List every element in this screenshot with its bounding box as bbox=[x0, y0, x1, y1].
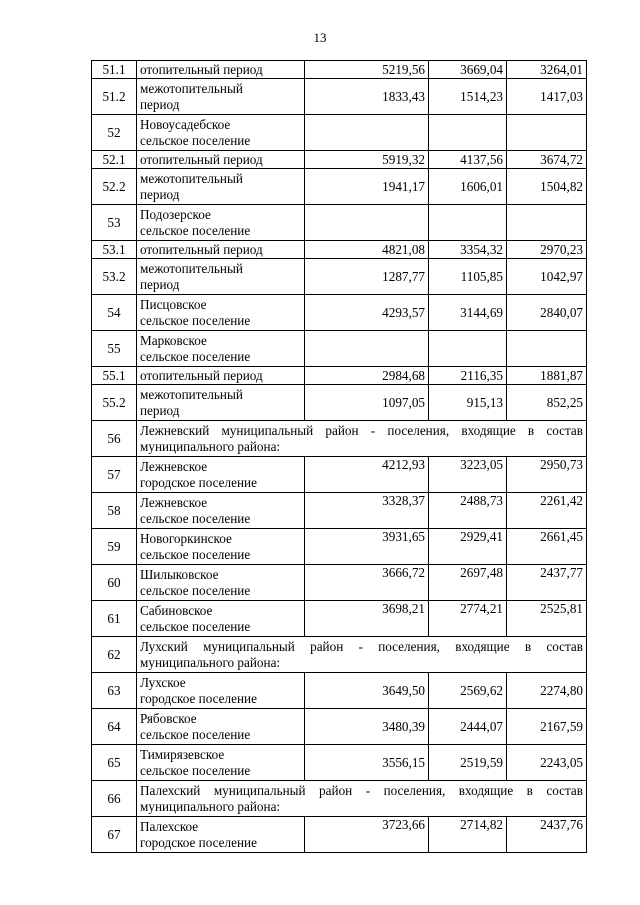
value-cell-v3 bbox=[507, 331, 587, 367]
value-cell-v1 bbox=[305, 115, 429, 151]
settlement-name-line: Марковское bbox=[140, 332, 207, 348]
settlement-name bbox=[137, 493, 305, 529]
value-cell-v2: 1514,23 bbox=[429, 79, 507, 115]
row-number: 55 bbox=[92, 331, 137, 367]
value-cell-v3: 2261,42 bbox=[507, 493, 587, 529]
settlement-name-line: Подозерское bbox=[140, 206, 211, 222]
settlement-name bbox=[137, 61, 305, 79]
value-cell-v2: 2116,35 bbox=[429, 367, 507, 385]
row-number: 59 bbox=[92, 529, 137, 565]
value-cell-v3: 852,25 bbox=[507, 385, 587, 421]
value-cell-v1 bbox=[305, 331, 429, 367]
settlement-name-line: сельское поселение bbox=[140, 312, 251, 328]
value-cell-v1: 3328,37 bbox=[305, 493, 429, 529]
settlement-name bbox=[137, 205, 305, 241]
section-heading: Лухский муниципальный район - поселения, входящие в состав муниципального района: bbox=[137, 637, 587, 673]
value-cell-v1: 1287,77 bbox=[305, 259, 429, 295]
section-heading: Лежневский муниципальный район - поселения, входящие в состав муниципального района: bbox=[137, 421, 587, 457]
settlement-name-line: сельское поселение bbox=[140, 762, 251, 778]
value-cell-v3: 2243,05 bbox=[507, 745, 587, 781]
value-cell-v3 bbox=[507, 115, 587, 151]
settlement-name-line: межотопительный bbox=[140, 260, 243, 276]
value-cell-v1: 5219,56 bbox=[305, 61, 429, 79]
settlement-name-line: период bbox=[140, 402, 180, 418]
value-cell-v1: 3556,15 bbox=[305, 745, 429, 781]
table-row bbox=[92, 817, 587, 853]
table-row bbox=[92, 331, 587, 367]
value-cell-v1: 4293,57 bbox=[305, 295, 429, 331]
settlement-name-line: Палехское bbox=[140, 818, 199, 834]
value-cell-v1: 3666,72 bbox=[305, 565, 429, 601]
table-row bbox=[92, 493, 587, 529]
value-cell-v1: 1097,05 bbox=[305, 385, 429, 421]
value-cell-v2: 2929,41 bbox=[429, 529, 507, 565]
settlement-name-line: городское поселение bbox=[140, 474, 257, 490]
value-cell-v1: 3698,21 bbox=[305, 601, 429, 637]
value-cell-v2: 2488,73 bbox=[429, 493, 507, 529]
settlement-name-line: Тимирязевское bbox=[140, 746, 225, 762]
table-row bbox=[92, 115, 587, 151]
table-row bbox=[92, 673, 587, 709]
value-cell-v2 bbox=[429, 331, 507, 367]
value-cell-v2: 3144,69 bbox=[429, 295, 507, 331]
value-cell-v3: 1504,82 bbox=[507, 169, 587, 205]
settlement-name-line: межотопительный bbox=[140, 386, 243, 402]
tariff-table bbox=[91, 60, 587, 853]
settlement-name-line: сельское поселение bbox=[140, 222, 251, 238]
settlement-name-line: сельское поселение bbox=[140, 618, 251, 634]
settlement-name-line: период bbox=[140, 96, 180, 112]
section-row bbox=[92, 781, 587, 817]
value-cell-v3: 2437,77 bbox=[507, 565, 587, 601]
settlement-name-line: Сабиновское bbox=[140, 602, 213, 618]
settlement-name-line: Лежневское bbox=[140, 458, 208, 474]
settlement-name-line: Новогоркинское bbox=[140, 530, 232, 546]
settlement-name bbox=[137, 259, 305, 295]
value-cell-v1: 2984,68 bbox=[305, 367, 429, 385]
settlement-name bbox=[137, 817, 305, 853]
table-row bbox=[92, 295, 587, 331]
table-row bbox=[92, 601, 587, 637]
value-cell-v2: 4137,56 bbox=[429, 151, 507, 169]
table-row bbox=[92, 457, 587, 493]
row-number: 55.1 bbox=[92, 367, 137, 385]
row-number: 51.1 bbox=[92, 61, 137, 79]
settlement-name-line: отопительный период bbox=[140, 241, 263, 257]
value-cell-v3: 2437,76 bbox=[507, 817, 587, 853]
value-cell-v1: 3723,66 bbox=[305, 817, 429, 853]
row-number: 62 bbox=[92, 637, 137, 673]
settlement-name-line: Лухское bbox=[140, 674, 186, 690]
settlement-name-line: период bbox=[140, 276, 180, 292]
value-cell-v3: 2167,59 bbox=[507, 709, 587, 745]
settlement-name bbox=[137, 745, 305, 781]
settlement-name bbox=[137, 529, 305, 565]
value-cell-v3 bbox=[507, 205, 587, 241]
section-heading: Палехский муниципальный район - поселения, входящие в состав муниципального района: bbox=[137, 781, 587, 817]
value-cell-v1 bbox=[305, 205, 429, 241]
settlement-name-line: сельское поселение bbox=[140, 546, 251, 562]
value-cell-v2: 2774,21 bbox=[429, 601, 507, 637]
table-row bbox=[92, 367, 587, 385]
settlement-name-line: Лежневское bbox=[140, 494, 208, 510]
table-row bbox=[92, 709, 587, 745]
settlement-name-line: городское поселение bbox=[140, 834, 257, 850]
row-number: 53.1 bbox=[92, 241, 137, 259]
value-cell-v3: 1881,87 bbox=[507, 367, 587, 385]
settlement-name bbox=[137, 115, 305, 151]
table-row bbox=[92, 205, 587, 241]
section-row bbox=[92, 421, 587, 457]
settlement-name-line: отопительный период bbox=[140, 367, 263, 383]
value-cell-v3: 2274,80 bbox=[507, 673, 587, 709]
row-number: 53 bbox=[92, 205, 137, 241]
settlement-name bbox=[137, 331, 305, 367]
table-row bbox=[92, 169, 587, 205]
table-row bbox=[92, 61, 587, 79]
value-cell-v3: 2950,73 bbox=[507, 457, 587, 493]
row-number: 52 bbox=[92, 115, 137, 151]
settlement-name-line: межотопительный bbox=[140, 170, 243, 186]
settlement-name-line: Рябовское bbox=[140, 710, 197, 726]
settlement-name bbox=[137, 79, 305, 115]
value-cell-v2: 3223,05 bbox=[429, 457, 507, 493]
settlement-name bbox=[137, 457, 305, 493]
row-number: 66 bbox=[92, 781, 137, 817]
row-number: 61 bbox=[92, 601, 137, 637]
value-cell-v3: 2840,07 bbox=[507, 295, 587, 331]
table-row bbox=[92, 385, 587, 421]
settlement-name-line: отопительный период bbox=[140, 151, 263, 167]
value-cell-v3: 1042,97 bbox=[507, 259, 587, 295]
value-cell-v2: 3669,04 bbox=[429, 61, 507, 79]
row-number: 63 bbox=[92, 673, 137, 709]
table-row bbox=[92, 259, 587, 295]
row-number: 55.2 bbox=[92, 385, 137, 421]
settlement-name-line: отопительный период bbox=[140, 61, 263, 77]
value-cell-v2: 1606,01 bbox=[429, 169, 507, 205]
settlement-name-line: период bbox=[140, 186, 180, 202]
value-cell-v2: 3354,32 bbox=[429, 241, 507, 259]
row-number: 67 bbox=[92, 817, 137, 853]
value-cell-v2: 2569,62 bbox=[429, 673, 507, 709]
settlement-name-line: сельское поселение bbox=[140, 510, 251, 526]
table-row bbox=[92, 565, 587, 601]
settlement-name bbox=[137, 673, 305, 709]
settlement-name bbox=[137, 241, 305, 259]
value-cell-v3: 1417,03 bbox=[507, 79, 587, 115]
value-cell-v1: 1941,17 bbox=[305, 169, 429, 205]
value-cell-v1: 4821,08 bbox=[305, 241, 429, 259]
row-number: 54 bbox=[92, 295, 137, 331]
value-cell-v3: 2525,81 bbox=[507, 601, 587, 637]
settlement-name-line: Шилыковское bbox=[140, 566, 219, 582]
value-cell-v1: 3480,39 bbox=[305, 709, 429, 745]
row-number: 52.2 bbox=[92, 169, 137, 205]
table-body bbox=[92, 61, 587, 853]
value-cell-v2: 2714,82 bbox=[429, 817, 507, 853]
row-number: 52.1 bbox=[92, 151, 137, 169]
row-number: 57 bbox=[92, 457, 137, 493]
settlement-name bbox=[137, 601, 305, 637]
settlement-name bbox=[137, 367, 305, 385]
value-cell-v2: 915,13 bbox=[429, 385, 507, 421]
settlement-name-line: сельское поселение bbox=[140, 348, 251, 364]
row-number: 60 bbox=[92, 565, 137, 601]
value-cell-v3: 2661,45 bbox=[507, 529, 587, 565]
settlement-name-line: сельское поселение bbox=[140, 132, 251, 148]
settlement-name bbox=[137, 295, 305, 331]
value-cell-v3: 2970,23 bbox=[507, 241, 587, 259]
row-number: 56 bbox=[92, 421, 137, 457]
value-cell-v2: 2519,59 bbox=[429, 745, 507, 781]
settlement-name-line: межотопительный bbox=[140, 80, 243, 96]
value-cell-v2: 2444,07 bbox=[429, 709, 507, 745]
value-cell-v2: 1105,85 bbox=[429, 259, 507, 295]
value-cell-v1: 3931,65 bbox=[305, 529, 429, 565]
settlement-name bbox=[137, 565, 305, 601]
value-cell-v1: 1833,43 bbox=[305, 79, 429, 115]
table-row bbox=[92, 529, 587, 565]
settlement-name-line: Новоусадебское bbox=[140, 116, 231, 132]
settlement-name bbox=[137, 169, 305, 205]
table-row bbox=[92, 745, 587, 781]
value-cell-v1: 5919,32 bbox=[305, 151, 429, 169]
value-cell-v3: 3264,01 bbox=[507, 61, 587, 79]
row-number: 51.2 bbox=[92, 79, 137, 115]
table-row bbox=[92, 151, 587, 169]
settlement-name-line: городское поселение bbox=[140, 690, 257, 706]
settlement-name bbox=[137, 709, 305, 745]
row-number: 58 bbox=[92, 493, 137, 529]
settlement-name bbox=[137, 385, 305, 421]
settlement-name bbox=[137, 151, 305, 169]
value-cell-v1: 3649,50 bbox=[305, 673, 429, 709]
value-cell-v2: 2697,48 bbox=[429, 565, 507, 601]
value-cell-v2 bbox=[429, 115, 507, 151]
value-cell-v2 bbox=[429, 205, 507, 241]
page-number: 13 bbox=[313, 30, 327, 45]
settlement-name-line: сельское поселение bbox=[140, 582, 251, 598]
row-number: 65 bbox=[92, 745, 137, 781]
section-row bbox=[92, 637, 587, 673]
table-row bbox=[92, 79, 587, 115]
value-cell-v3: 3674,72 bbox=[507, 151, 587, 169]
settlement-name-line: сельское поселение bbox=[140, 726, 251, 742]
settlement-name-line: Писцовское bbox=[140, 296, 207, 312]
value-cell-v1: 4212,93 bbox=[305, 457, 429, 493]
row-number: 64 bbox=[92, 709, 137, 745]
table-row bbox=[92, 241, 587, 259]
row-number: 53.2 bbox=[92, 259, 137, 295]
